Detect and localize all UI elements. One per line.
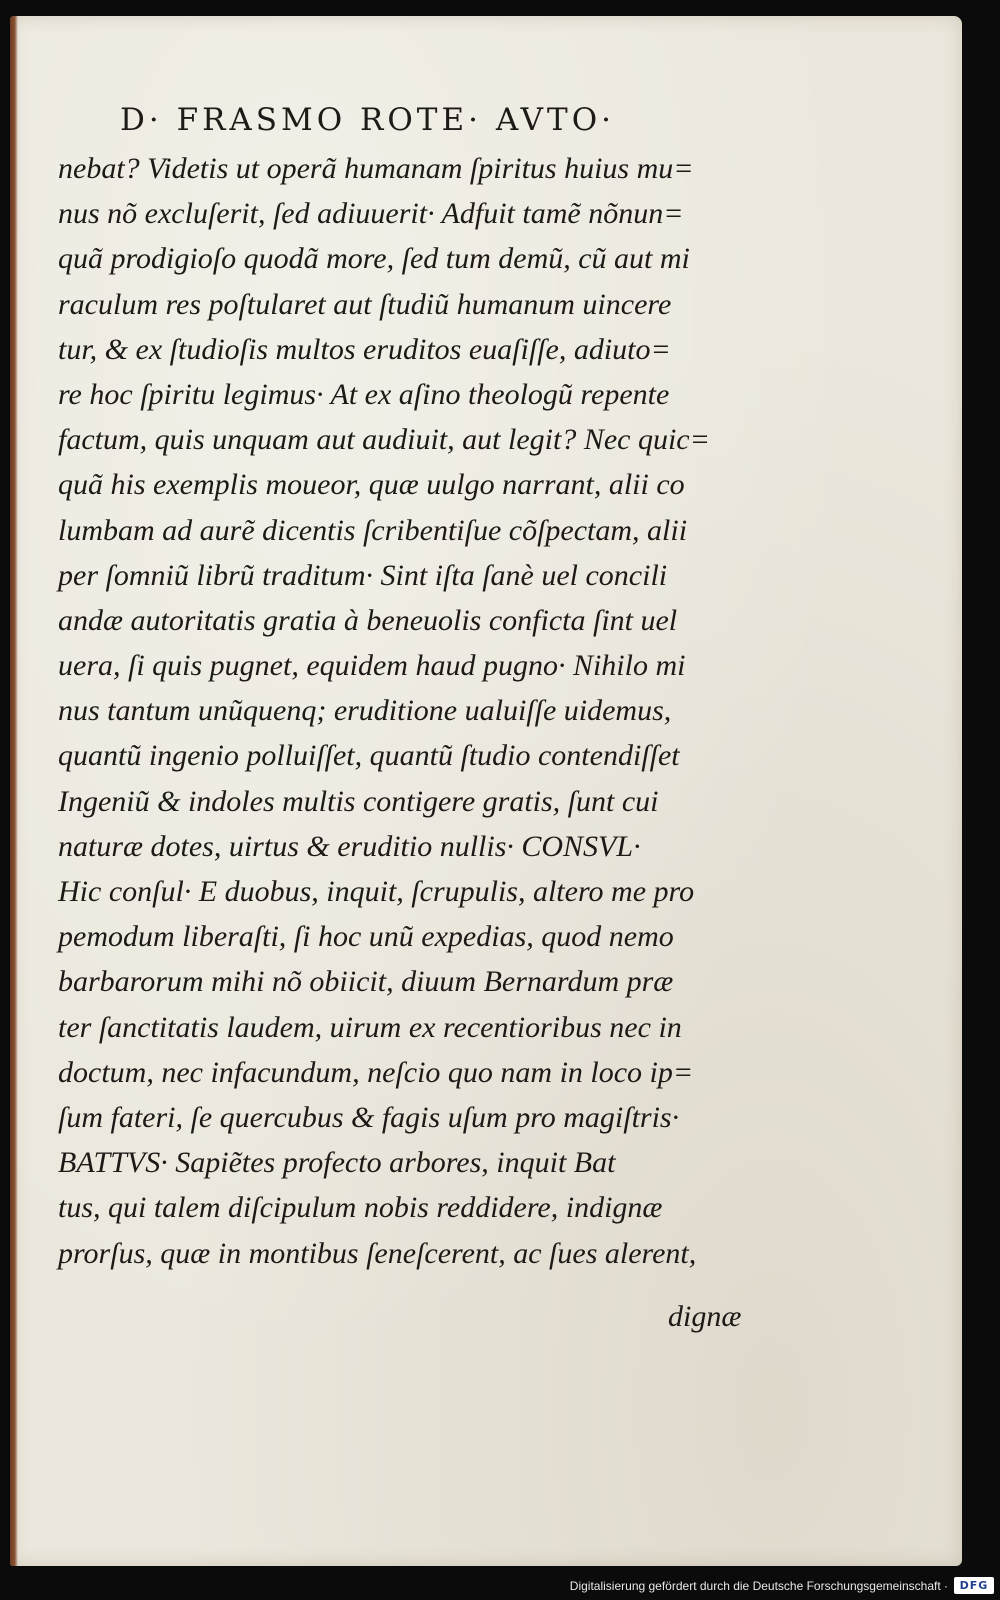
text-line: nus tantum unũquenq; eruditione ualuiſſe uidemus, bbox=[58, 694, 672, 728]
text-line: ter ſanctitatis laudem, uirum ex recentioribus nec in bbox=[58, 1010, 682, 1044]
text-line: quantũ ingenio polluiſſet, quantũ ſtudio contendiſſet bbox=[58, 739, 680, 773]
digitization-credit: Digitalisierung gefördert durch die Deutsche Forschungsgemeinschaft · bbox=[569, 1579, 948, 1593]
text-line: tur, & ex ſtudioſis multos eruditos euaſiſſe, adiuto= bbox=[58, 332, 671, 366]
text-line: nebat? Videtis ut operã humanam ſpiritus huius mu= bbox=[58, 152, 694, 185]
text-line: andæ autoritatis gratia à beneuolis conficta ſint uel bbox=[58, 603, 678, 637]
text-line: per ſomniũ librũ traditum· Sint iſta ſanè uel concili bbox=[58, 558, 668, 592]
text-line: BATTVS· Sapiẽtes profecto arbores, inquit Bat bbox=[58, 1146, 616, 1180]
text-line: re hoc ſpiritu legimus· At ex aſino theologũ repente bbox=[58, 377, 670, 411]
text-line: pemodum liberaſti, ſi hoc unũ expedias, quod nemo bbox=[58, 920, 674, 954]
text-line: raculum res poſtularet aut ſtudiũ humanum uincere bbox=[58, 287, 672, 321]
text-line: Ingeniũ & indoles multis contigere gratis, ſunt cui bbox=[58, 784, 659, 818]
text-line: quã his exemplis moueor, quæ uulgo narrant, alii co bbox=[58, 468, 685, 502]
text-line: ſum fateri, ſe quercubus & fagis uſum pro magiſtris· bbox=[58, 1100, 680, 1134]
book-page bbox=[10, 16, 962, 1566]
text-line: uera, ſi quis pugnet, equidem haud pugno· Nihilo mi bbox=[58, 649, 686, 683]
text-line: nus nõ excluſerit, ſed adiuuerit· Adfuit tamẽ nõnun= bbox=[58, 197, 684, 231]
text-block bbox=[58, 146, 758, 1276]
text-line: quã prodigioſo quodã more, ſed tum demũ, cũ aut mi bbox=[58, 242, 690, 276]
catchword: dignæ bbox=[668, 1300, 742, 1333]
text-line: naturæ dotes, uirtus & eruditio nullis· CONSVL· bbox=[58, 829, 641, 863]
text-line: doctum, nec infacundum, neſcio quo nam in loco ip= bbox=[58, 1055, 694, 1089]
running-head: D· FRASMO ROTE· AVTO· bbox=[120, 102, 615, 138]
text-line: prorſus, quæ in montibus ſeneſcerent, ac ſues alerent, bbox=[58, 1236, 697, 1270]
text-line: Hic conſul· E duobus, inquit, ſcrupulis, altero me pro bbox=[58, 875, 695, 908]
text-line: tus, qui talem diſcipulum nobis reddidere, indignæ bbox=[58, 1191, 663, 1225]
binding-edge bbox=[10, 16, 18, 1566]
text-line: factum, quis unquam aut audiuit, aut legit? Nec quic= bbox=[58, 423, 710, 457]
text-line: barbarorum mihi nõ obiicit, diuum Bernardum præ bbox=[58, 965, 674, 999]
text-line: lumbam ad aurẽ dicentis ſcribentiſue cõſpectam, alii bbox=[58, 513, 688, 547]
dfg-logo: DFG bbox=[954, 1577, 994, 1594]
